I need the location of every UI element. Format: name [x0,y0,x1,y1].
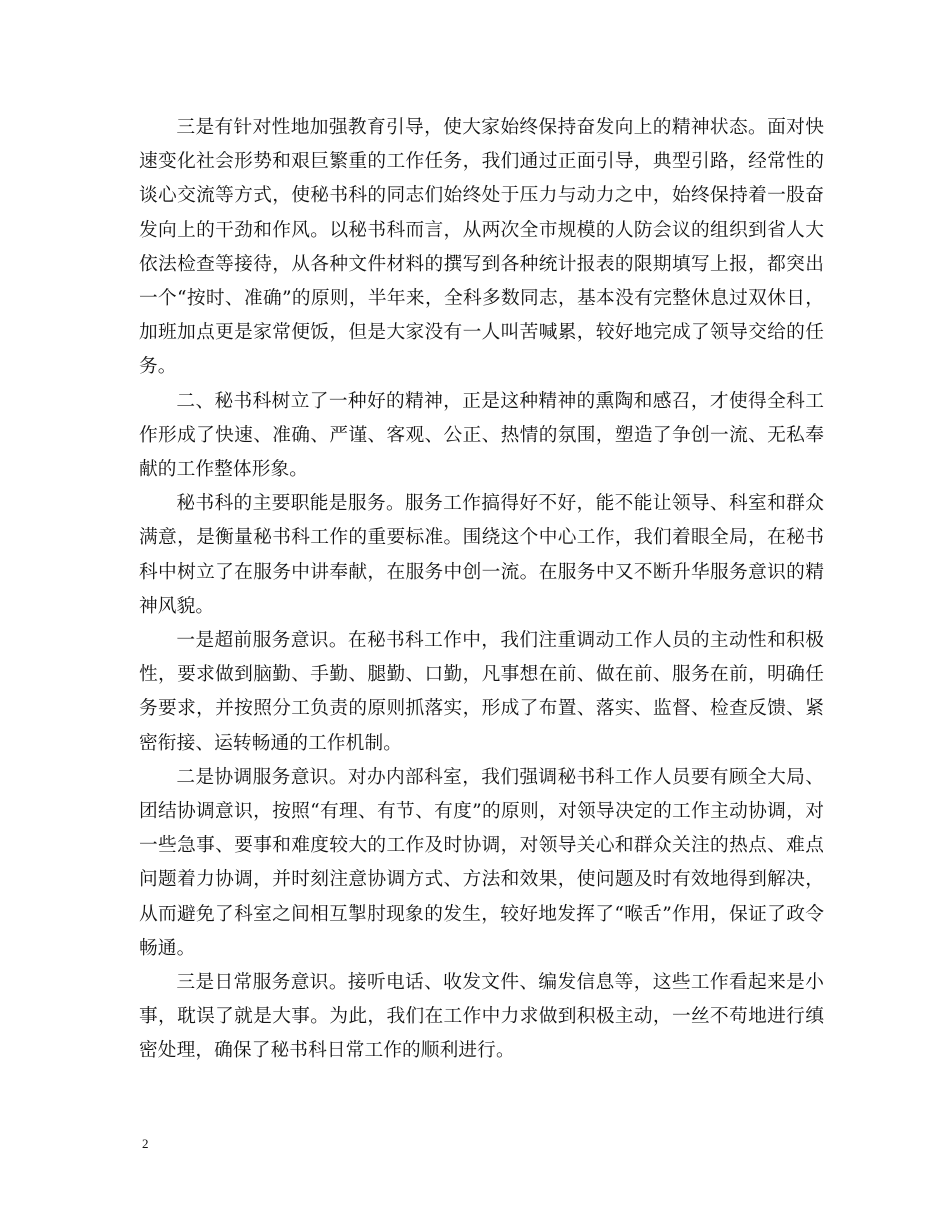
paragraph-1: 三是有针对性地加强教育引导，使大家始终保持奋发向上的精神状态。面对快速变化社会形势和艰巨繁重的工作任务，我们通过正面引导，典型引路，经常性的谈心交流等方式，使秘书科的同志们始终处于压力与动力之中，始终保持着一股奋发向上的干劲和作风。以秘书科而言，从两次全市规模的人防会议的组织到省人大依法检查等接待，从各种文件材料的撰写到各种统计报表的限期填写上报，都突出一个“按时、准确”的原则，半年来，全科多数同志，基本没有完整休息过双休日，加班加点更是家常便饭，但是大家没有一人叫苦喊累，较好地完成了领导交给的任务。 [139,117,824,378]
paragraph-6: 三是日常服务意识。接听电话、收发文件、编发信息等，这些工作看起来是小事，耽误了就是大事。为此，我们在工作中力求做到积极主动，一丝不苟地进行缜密处理，确保了秘书科日常工作的顺利进行。 [139,972,824,1062]
paragraph-4: 一是超前服务意识。在秘书科工作中，我们注重调动工作人员的主动性和积极性，要求做到脑勤、手勤、腿勤、口勤，凡事想在前、做在前、服务在前，明确任务要求，并按照分工负责的原则抓落实，形成了布置、落实、监督、检查反馈、紧密衔接、运转畅通的工作机制。 [139,630,824,754]
paragraph-2: 二、秘书科树立了一种好的精神，正是这种精神的熏陶和感召，才使得全科工作形成了快速、准确、严谨、客观、公正、热情的氛围，塑造了争创一流、无私奉献的工作整体形象。 [139,390,824,481]
paragraph-5: 二是协调服务意识。对办内部科室，我们强调秘书科工作人员要有顾全大局、团结协调意识，按照“有理、有节、有度”的原则，对领导决定的工作主动协调，对一些急事、要事和难度较大的工作及时协调，对领导关心和群众关注的热点、难点问题着力协调，并时刻注意协调方式、方法和效果，使问题及时有效地得到解决，从而避免了科室之间相互掣肘现象的发生，较好地发挥了“喉舌”作用，保证了政令畅通。 [139,766,824,959]
paragraph-3: 秘书科的主要职能是服务。服务工作搞得好不好，能不能让领导、科室和群众满意，是衡量秘书科工作的重要标准。围绕这个中心工作，我们着眼全局，在秘书科中树立了在服务中讲奉献，在服务中创一流。在服务中又不断升华服务意识的精神风貌。 [139,493,824,617]
page-number: 2 [142,1136,149,1151]
document-body [139,111,824,1069]
